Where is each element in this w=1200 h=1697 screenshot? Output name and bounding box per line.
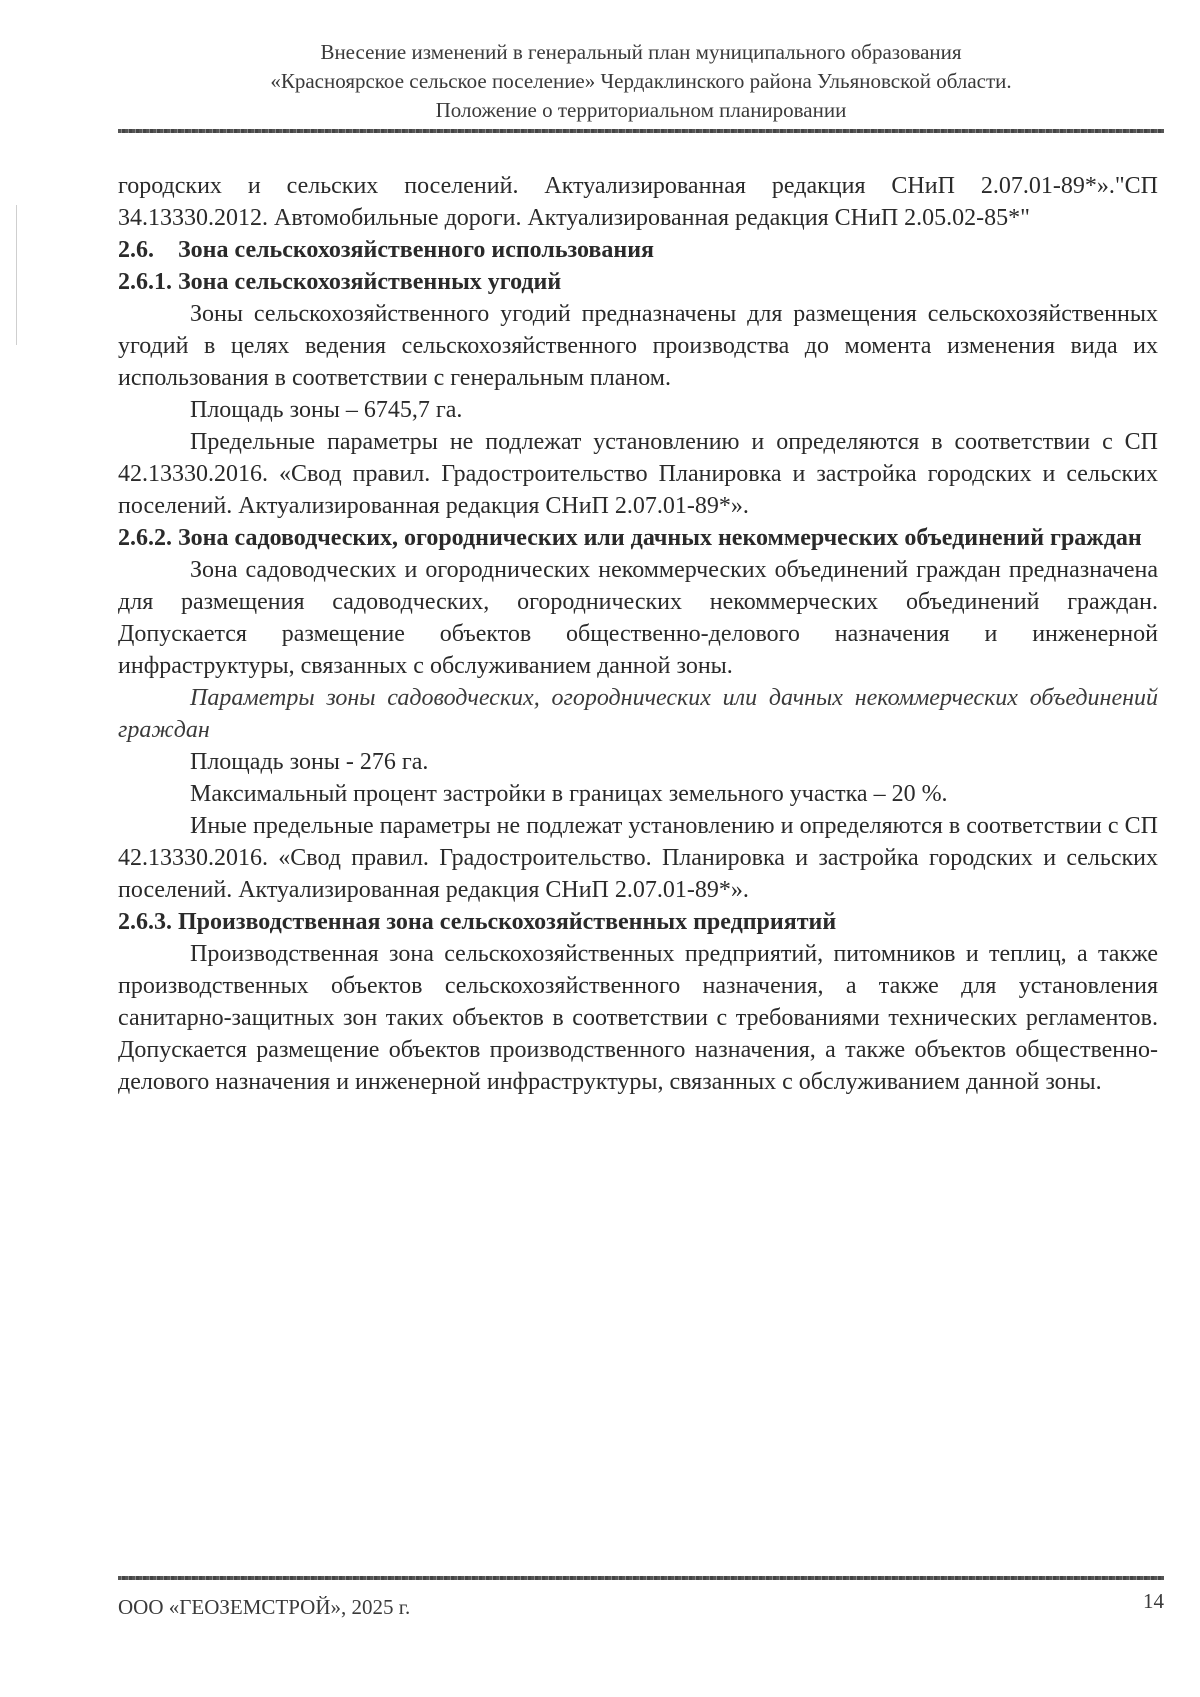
page-number: 14 (1143, 1589, 1164, 1613)
s262-max-percent: Максимальный процент застройки в границах земельного участка – 20 %. (190, 781, 948, 807)
intro-paragraph: городских и сельских поселений. Актуализированная редакция СНиП 2.07.01-89*»."СП 34.13330.2012. Автомобильные дороги. Актуализированная редакция СНиП 2.05.02-85*" (118, 173, 1158, 231)
subsection-heading-2-6-2: 2.6.2. Зона садоводческих, огороднических или дачных некоммерческих объединений граждан (118, 525, 1142, 551)
section-title: Зона сельскохозяйственного использования (178, 237, 655, 263)
subsection-heading-2-6-3: 2.6.3. Производственная зона сельскохозяйственных предприятий (118, 909, 837, 935)
page-body (118, 170, 1158, 1098)
s262-area: Площадь зоны - 276 га. (190, 749, 429, 775)
s263-paragraph-1: Производственная зона сельскохозяйственных предприятий, питомников и теплиц, а также производственных объектов сельскохозяйственного назначения, а также для установления санитарно-защитных зон таких объектов в соответствии с требованиями технических регламентов. Допускается размещение объектов производственного назначения, а также объектов общественно-делового назначения и инженерной инфраструктуры, связанных с обслуживанием данной зоны. (118, 941, 1158, 1095)
section-number: 2.6. (118, 237, 154, 263)
header-rule (118, 129, 1164, 133)
s261-paragraph-1: Зоны сельскохозяйственного угодий предназначены для размещения сельскохозяйственных угодий в целях ведения сельскохозяйственного производства до момента изменения вида их использования в соответствии с генеральным планом. (118, 301, 1158, 391)
s261-paragraph-3: Предельные параметры не подлежат установлению и определяются в соответствии с СП 42.13330.2016. «Свод правил. Градостроительство Планировка и застройка городских и сельских поселений. Актуализированная редакция СНиП 2.07.01-89*». (118, 429, 1158, 519)
header-line-1: Внесение изменений в генеральный план муниципального образования (320, 40, 962, 64)
footer-organization: ООО «ГЕОЗЕМСТРОЙ», 2025 г. (118, 1595, 411, 1619)
s262-params-title: Параметры зоны садоводческих, огороднических или дачных некоммерческих объединений граждан (118, 685, 1158, 743)
subsection-heading-2-6-1: 2.6.1. Зона сельскохозяйственных угодий (118, 269, 562, 295)
s262-paragraph-4: Иные предельные параметры не подлежат установлению и определяются в соответствии с СП 42.13330.2016. «Свод правил. Градостроительство. Планировка и застройка городских и сельских поселений. Актуализированная редакция СНиП 2.07.01-89*». (118, 813, 1158, 903)
header-line-2: «Красноярское сельское поселение» Чердаклинского района Ульяновской области. (270, 69, 1012, 93)
section-heading (118, 234, 1158, 266)
s262-paragraph-1: Зона садоводческих и огороднических некоммерческих объединений граждан предназначена для размещения садоводческих, огороднических некоммерческих объединений граждан. Допускается размещение объектов общественно-делового назначения и инженерной инфраструктуры, связанных с обслуживанием данной зоны. (118, 557, 1158, 679)
s261-area: Площадь зоны – 6745,7 га. (190, 397, 463, 423)
header-line-3: Положение о территориальном планировании (435, 98, 847, 122)
scan-edge-mark (16, 205, 17, 345)
footer-rule (118, 1576, 1164, 1580)
page-header (118, 38, 1164, 125)
